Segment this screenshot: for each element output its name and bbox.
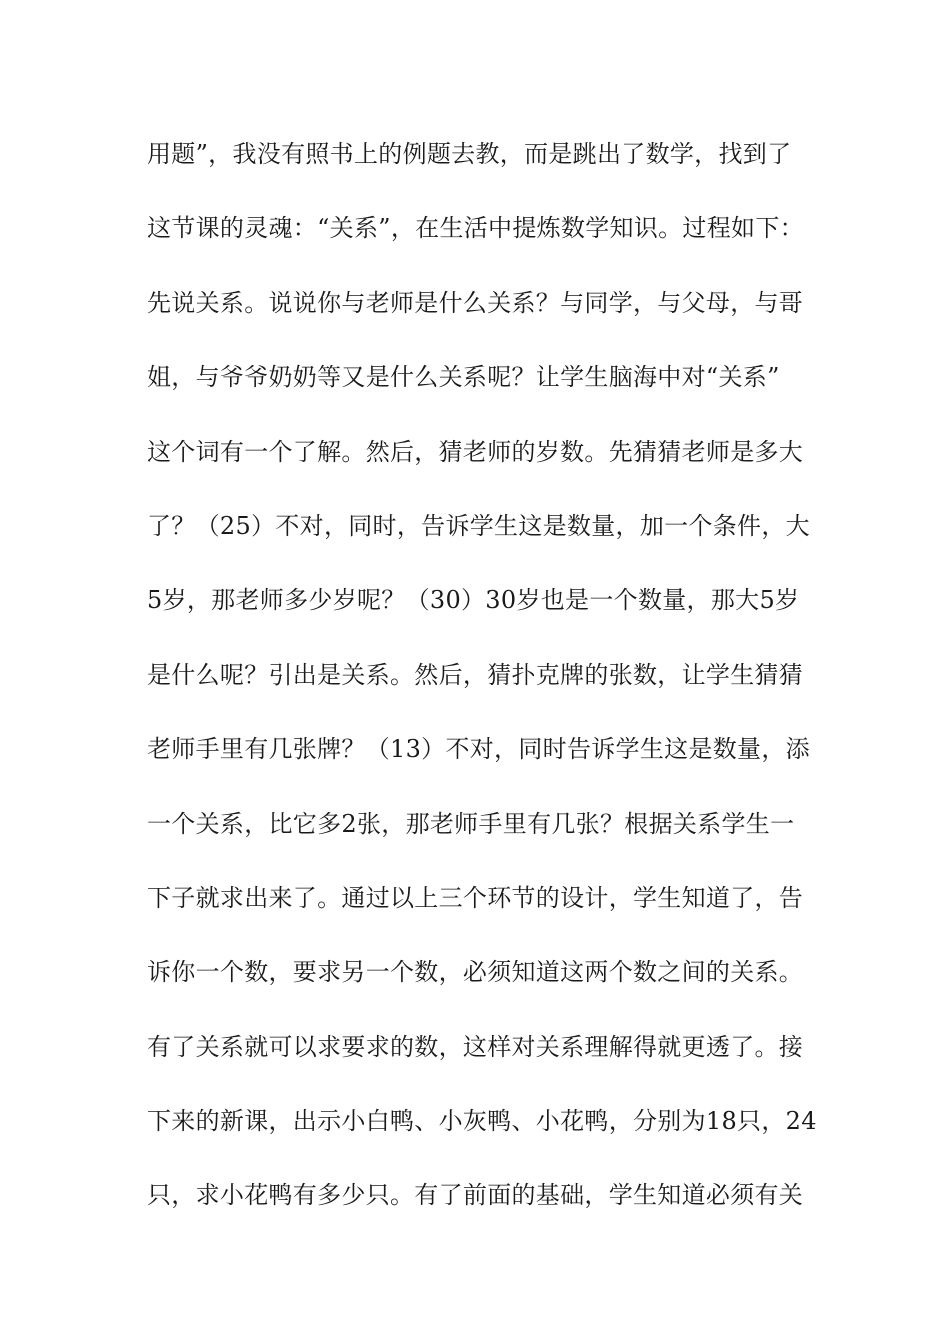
- text-line: 下来的新课，出示小白鸭、小灰鸭、小花鸭，分别为18只，24: [147, 1107, 817, 1136]
- body-text: [147, 128, 817, 1244]
- text-line: 5岁，那老师多少岁呢？（30）30岁也是一个数量，那大5岁: [147, 586, 800, 615]
- text-line: 是什么呢？引出是关系。然后，猜扑克牌的张数，让学生猜猜: [147, 660, 804, 689]
- text-line: 老师手里有几张牌？（13）不对，同时告诉学生这是数量，添: [147, 735, 810, 764]
- text-line: 诉你一个数，要求另一个数，必须知道这两个数之间的关系。: [147, 958, 804, 987]
- text-line: 下子就求出来了。通过以上三个环节的设计，学生知道了，告: [147, 883, 804, 912]
- text-line: 这节课的灵魂：“关系”，在生活中提炼数学知识。过程如下：: [147, 214, 804, 243]
- text-line: 姐，与爷爷奶奶等又是什么关系呢？让学生脑海中对“关系”: [147, 363, 780, 392]
- text-line: 有了关系就可以求要求的数，这样对关系理解得就更透了。接: [147, 1032, 804, 1061]
- text-line: 这个词有一个了解。然后，猜老师的岁数。先猜猜老师是多大: [147, 437, 804, 466]
- text-line: 一个关系，比它多2张，那老师手里有几张？根据关系学生一: [147, 809, 795, 838]
- text-line: 只，求小花鸭有多少只。有了前面的基础，学生知道必须有关: [147, 1181, 804, 1210]
- text-line: 用题”，我没有照书上的例题去教，而是跳出了数学，找到了: [147, 140, 792, 168]
- text-line: 先说关系。说说你与老师是什么关系？与同学，与父母，与哥: [147, 288, 804, 317]
- text-line: 了？（25）不对，同时，告诉学生这是数量，加一个条件，大: [147, 511, 810, 540]
